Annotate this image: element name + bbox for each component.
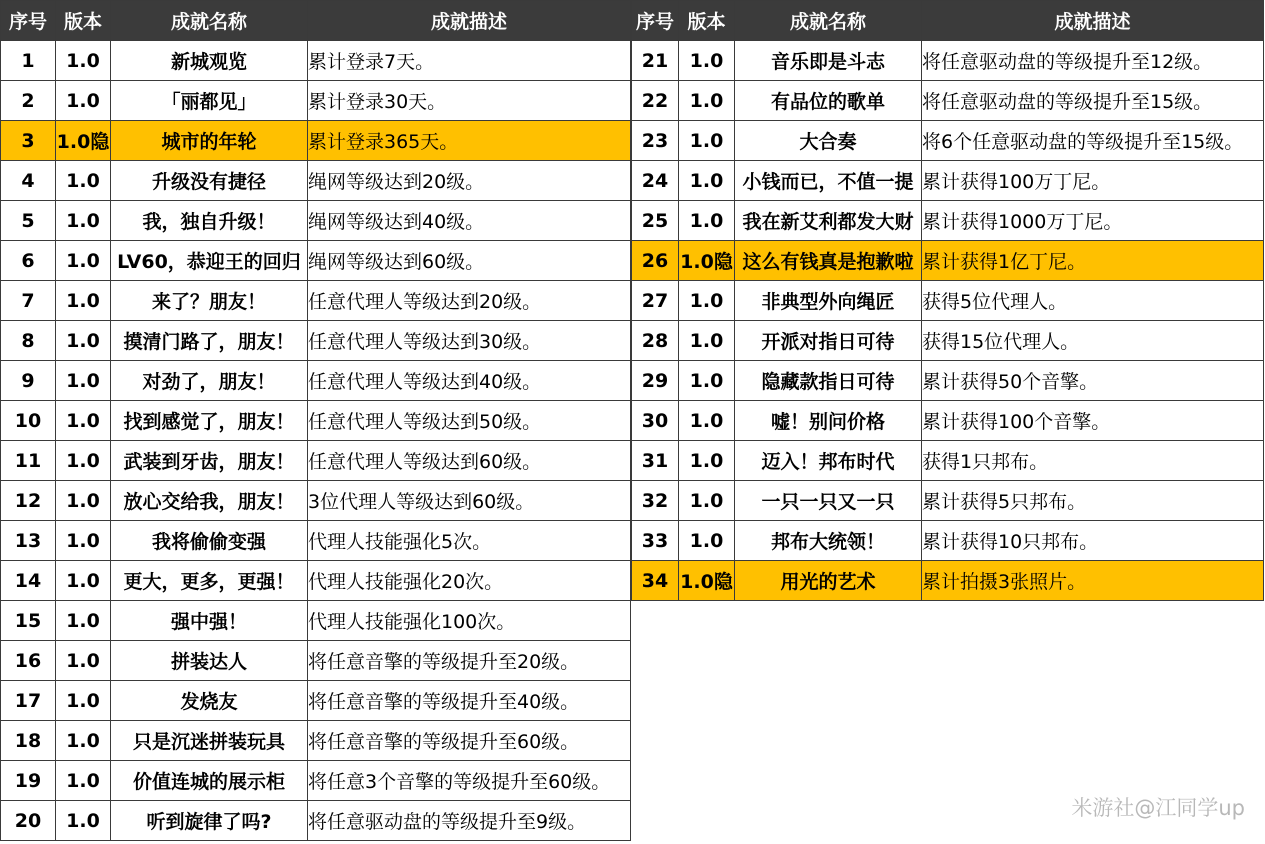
cell-version: 1.0隐 [679,241,735,281]
cell-name: 找到感觉了，朋友！ [111,401,308,441]
cell-no: 28 [632,321,679,361]
cell-version: 1.0 [56,681,111,721]
cell-desc: 绳网等级达到60级。 [308,241,631,281]
table-row [1,521,631,561]
cell-name: 大合奏 [735,121,922,161]
table-row [632,281,1264,321]
cell-version: 1.0 [679,441,735,481]
header-version: 版本 [679,1,735,41]
table-row [1,321,631,361]
cell-version: 1.0 [56,361,111,401]
cell-no: 5 [1,201,56,241]
cell-name: 有品位的歌单 [735,81,922,121]
table-row [1,481,631,521]
cell-desc: 累计登录30天。 [308,81,631,121]
cell-desc: 将任意音擎的等级提升至20级。 [308,641,631,681]
cell-name: 放心交给我，朋友！ [111,481,308,521]
cell-desc: 获得5位代理人。 [922,281,1264,321]
cell-desc: 累计登录7天。 [308,41,631,81]
cell-no: 13 [1,521,56,561]
cell-name: 嘘！别问价格 [735,401,922,441]
cell-no: 11 [1,441,56,481]
cell-desc: 任意代理人等级达到20级。 [308,281,631,321]
cell-version: 1.0 [56,281,111,321]
cell-name: 一只一只又一只 [735,481,922,521]
table-row [632,41,1264,81]
table-row [1,641,631,681]
cell-version: 1.0 [56,761,111,801]
table-row-hidden-achievement [632,241,1264,281]
cell-version: 1.0隐 [679,561,735,601]
header-desc: 成就描述 [922,1,1264,41]
table-row [1,41,631,81]
cell-version: 1.0隐 [56,121,111,161]
cell-name: 摸清门路了，朋友！ [111,321,308,361]
table-row [1,761,631,801]
cell-version: 1.0 [56,721,111,761]
cell-desc: 绳网等级达到40级。 [308,201,631,241]
cell-no: 30 [632,401,679,441]
cell-name: 来了？朋友！ [111,281,308,321]
cell-name: 邦布大统领！ [735,521,922,561]
cell-version: 1.0 [679,81,735,121]
cell-name: 更大，更多，更强！ [111,561,308,601]
header-no: 序号 [1,1,56,41]
cell-no: 18 [1,721,56,761]
cell-version: 1.0 [56,401,111,441]
cell-desc: 代理人技能强化100次。 [308,601,631,641]
header-row [632,1,1264,41]
cell-desc: 获得1只邦布。 [922,441,1264,481]
cell-desc: 累计获得10只邦布。 [922,521,1264,561]
cell-version: 1.0 [679,281,735,321]
table-row [632,201,1264,241]
table-row [1,801,631,841]
table-row [632,361,1264,401]
cell-name: 用光的艺术 [735,561,922,601]
cell-version: 1.0 [56,161,111,201]
cell-no: 3 [1,121,56,161]
cell-name: 新城观览 [111,41,308,81]
header-row [1,1,631,41]
cell-name: 拼装达人 [111,641,308,681]
cell-desc: 将6个任意驱动盘的等级提升至15级。 [922,121,1264,161]
cell-desc: 绳网等级达到20级。 [308,161,631,201]
cell-desc: 将任意驱动盘的等级提升至9级。 [308,801,631,841]
cell-no: 1 [1,41,56,81]
cell-desc: 累计获得1000万丁尼。 [922,201,1264,241]
cell-name: 只是沉迷拼装玩具 [111,721,308,761]
cell-no: 33 [632,521,679,561]
cell-version: 1.0 [56,241,111,281]
cell-no: 6 [1,241,56,281]
cell-version: 1.0 [56,41,111,81]
cell-no: 29 [632,361,679,401]
cell-desc: 累计获得50个音擎。 [922,361,1264,401]
cell-name: 我，独自升级！ [111,201,308,241]
table-row [1,441,631,481]
cell-no: 32 [632,481,679,521]
cell-desc: 将任意3个音擎的等级提升至60级。 [308,761,631,801]
table-row [1,721,631,761]
cell-no: 14 [1,561,56,601]
cell-version: 1.0 [679,41,735,81]
cell-desc: 将任意驱动盘的等级提升至12级。 [922,41,1264,81]
cell-name: 升级没有捷径 [111,161,308,201]
cell-desc: 代理人技能强化5次。 [308,521,631,561]
cell-name: 隐藏款指日可待 [735,361,922,401]
cell-desc: 将任意驱动盘的等级提升至15级。 [922,81,1264,121]
table-row [1,601,631,641]
table-row [1,401,631,441]
cell-no: 12 [1,481,56,521]
cell-version: 1.0 [56,81,111,121]
header-name: 成就名称 [111,1,308,41]
table-row [632,81,1264,121]
cell-version: 1.0 [679,401,735,441]
cell-no: 15 [1,601,56,641]
cell-desc: 累计获得1亿丁尼。 [922,241,1264,281]
table-row [632,121,1264,161]
table-row-hidden-achievement [1,121,631,161]
cell-version: 1.0 [679,321,735,361]
watermark: 米游社@江同学up [1071,796,1245,820]
cell-name: 强中强！ [111,601,308,641]
cell-name: 对劲了，朋友！ [111,361,308,401]
cell-version: 1.0 [56,641,111,681]
cell-desc: 任意代理人等级达到60级。 [308,441,631,481]
cell-no: 20 [1,801,56,841]
cell-version: 1.0 [679,121,735,161]
table-row [1,161,631,201]
cell-no: 22 [632,81,679,121]
cell-desc: 将任意音擎的等级提升至40级。 [308,681,631,721]
cell-desc: 累计拍摄3张照片。 [922,561,1264,601]
cell-name: 我在新艾利都发大财 [735,201,922,241]
cell-desc: 累计获得100万丁尼。 [922,161,1264,201]
cell-name: 价值连城的展示柜 [111,761,308,801]
cell-no: 24 [632,161,679,201]
cell-no: 16 [1,641,56,681]
cell-name: 开派对指日可待 [735,321,922,361]
cell-version: 1.0 [56,561,111,601]
table-row [1,561,631,601]
table-row [1,281,631,321]
cell-name: 我将偷偷变强 [111,521,308,561]
cell-no: 26 [632,241,679,281]
cell-desc: 累计获得5只邦布。 [922,481,1264,521]
table-row [632,441,1264,481]
cell-version: 1.0 [679,481,735,521]
cell-name: 迈入！邦布时代 [735,441,922,481]
cell-name: 听到旋律了吗? [111,801,308,841]
cell-no: 17 [1,681,56,721]
table-row [632,401,1264,441]
cell-desc: 任意代理人等级达到40级。 [308,361,631,401]
cell-name: 「丽都见」 [111,81,308,121]
cell-version: 1.0 [56,521,111,561]
table-row-hidden-achievement [632,561,1264,601]
cell-desc: 任意代理人等级达到30级。 [308,321,631,361]
cell-name: 这么有钱真是抱歉啦 [735,241,922,281]
cell-name: 发烧友 [111,681,308,721]
cell-version: 1.0 [56,441,111,481]
header-name: 成就名称 [735,1,922,41]
cell-version: 1.0 [679,521,735,561]
cell-no: 21 [632,41,679,81]
cell-no: 10 [1,401,56,441]
table-row [1,201,631,241]
cell-version: 1.0 [679,361,735,401]
cell-desc: 累计获得100个音擎。 [922,401,1264,441]
cell-name: 武装到牙齿，朋友！ [111,441,308,481]
cell-desc: 3位代理人等级达到60级。 [308,481,631,521]
cell-no: 9 [1,361,56,401]
cell-version: 1.0 [679,161,735,201]
header-no: 序号 [632,1,679,41]
cell-desc: 代理人技能强化20次。 [308,561,631,601]
cell-version: 1.0 [56,201,111,241]
cell-name: 音乐即是斗志 [735,41,922,81]
cell-no: 25 [632,201,679,241]
cell-no: 34 [632,561,679,601]
table-row [1,361,631,401]
cell-name: 小钱而已，不值一提 [735,161,922,201]
table-row [632,321,1264,361]
cell-desc: 任意代理人等级达到50级。 [308,401,631,441]
cell-desc: 累计登录365天。 [308,121,631,161]
cell-version: 1.0 [56,801,111,841]
cell-version: 1.0 [56,321,111,361]
table-row [1,681,631,721]
cell-name: 非典型外向绳匠 [735,281,922,321]
cell-version: 1.0 [679,201,735,241]
cell-no: 19 [1,761,56,801]
header-version: 版本 [56,1,111,41]
achievement-table-right [631,0,1264,601]
cell-no: 27 [632,281,679,321]
cell-desc: 将任意音擎的等级提升至60级。 [308,721,631,761]
achievement-table-left [0,0,631,841]
cell-name: 城市的年轮 [111,121,308,161]
cell-no: 4 [1,161,56,201]
cell-version: 1.0 [56,481,111,521]
cell-desc: 获得15位代理人。 [922,321,1264,361]
table-row [632,521,1264,561]
cell-no: 2 [1,81,56,121]
header-desc: 成就描述 [308,1,631,41]
table-row [1,241,631,281]
cell-no: 7 [1,281,56,321]
table-row [632,161,1264,201]
cell-version: 1.0 [56,601,111,641]
table-row [632,481,1264,521]
table-row [1,81,631,121]
cell-name: LV60，恭迎王的回归 [111,241,308,281]
cell-no: 23 [632,121,679,161]
cell-no: 8 [1,321,56,361]
cell-no: 31 [632,441,679,481]
